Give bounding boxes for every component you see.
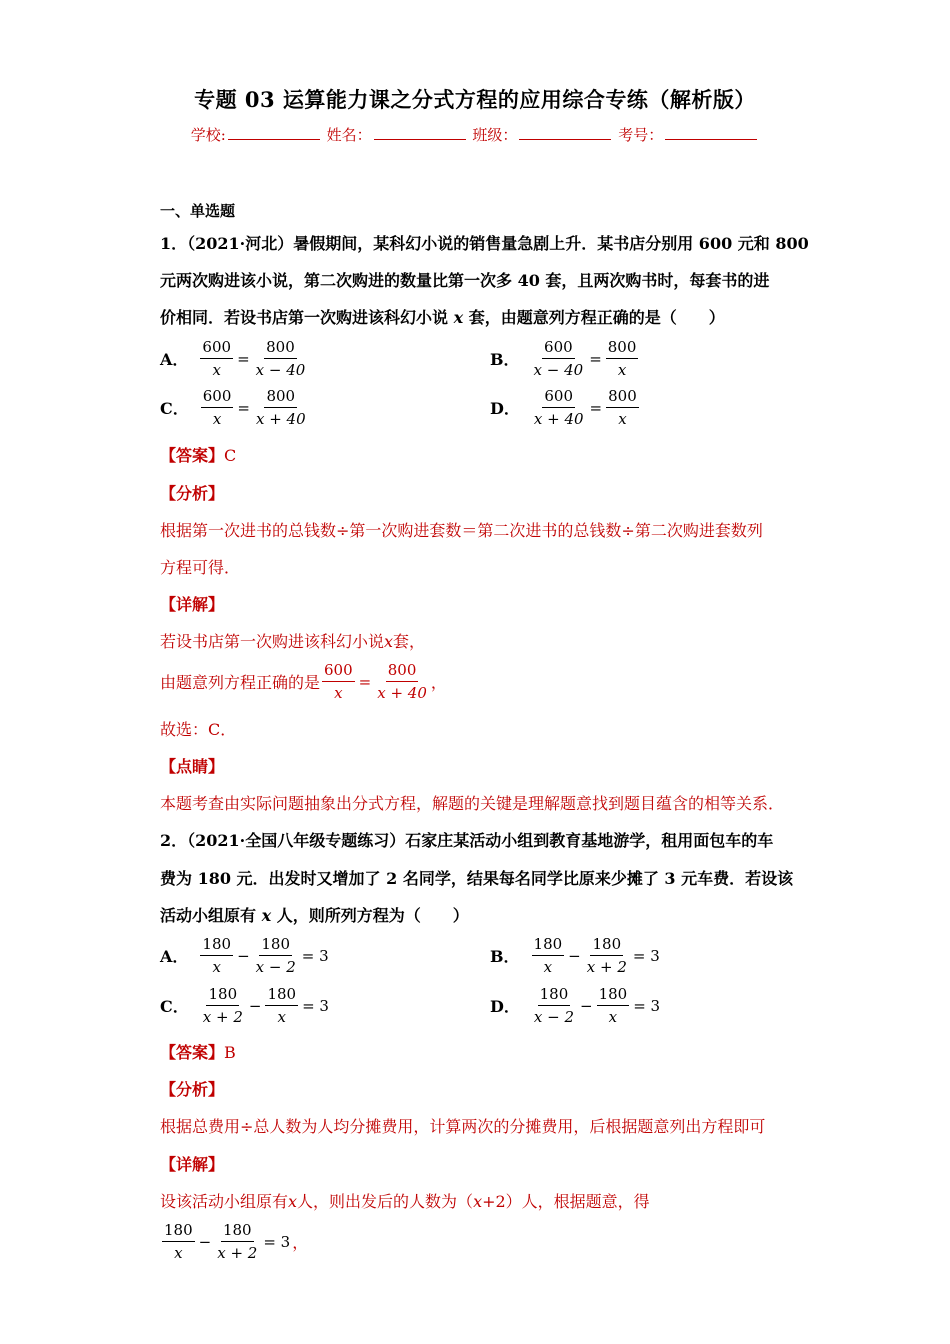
fraction: $\frac{180}{x - 2}$ xyxy=(255,935,296,976)
answer-value: C xyxy=(224,446,237,465)
fraction: $\frac{800}{x - 40}$ xyxy=(255,338,306,379)
option-label: C． xyxy=(160,997,189,1016)
student-info-line xyxy=(0,124,950,145)
option-label: D． xyxy=(490,997,520,1016)
option-label: B． xyxy=(490,350,520,369)
q2-analysis-tag: 【分析】 xyxy=(160,1080,225,1099)
q2-answer xyxy=(160,1040,236,1063)
class-blank[interactable] xyxy=(519,125,611,140)
option-label: A． xyxy=(160,947,189,966)
fraction: $\frac{180}{x + 2}$ xyxy=(217,1221,258,1262)
fraction: $\frac{600}{x + 40}$ xyxy=(533,387,584,428)
q2-option-c[interactable]: C． $\frac{180}{x + 2}$ − $\frac{180}{x}$ = 3 xyxy=(160,985,329,1026)
name-blank[interactable] xyxy=(374,125,466,140)
fraction: $\frac{800}{x}$ xyxy=(608,387,637,428)
q2-analysis-line-1: 根据总费用÷总人数为人均分摊费用，计算两次的分摊费用，后根据题意列出方程即可 xyxy=(160,1117,766,1136)
fraction: $\frac{180}{x + 2}$ xyxy=(586,935,627,976)
fraction: $\frac{600}{x}$ xyxy=(202,338,232,379)
answer-value: B xyxy=(224,1043,236,1062)
fraction: $\frac{180}{x + 2}$ xyxy=(202,985,243,1026)
fraction: $\frac{180}{x}$ xyxy=(164,1221,193,1262)
exam-number-label: 考号： xyxy=(618,126,664,144)
exam-number-blank[interactable] xyxy=(665,125,757,140)
q1-analysis-line-2: 方程可得． xyxy=(160,558,241,577)
operator: = xyxy=(237,349,250,368)
q1-option-b[interactable] xyxy=(490,338,640,379)
document-title: 专题 03 运算能力课之分式方程的应用综合专练（解析版） xyxy=(194,87,756,112)
q1-stem-line-1: 1．（2021·河北）暑假期间，某科幻小说的销售量急剧上升．某书店分别用 600 元和 800 xyxy=(160,234,809,253)
fraction: $\frac{180}{x}$ xyxy=(598,985,628,1026)
class-label: 班级： xyxy=(472,126,518,144)
option-label: A． xyxy=(160,350,189,369)
q1-variable: x xyxy=(453,308,464,327)
operator: = xyxy=(589,398,603,417)
school-label: 学校: xyxy=(190,126,226,144)
q1-comment-tag: 【点睛】 xyxy=(160,757,225,776)
q1-analysis-line-1: 根据第一次进书的总钱数÷第一次购进套数＝第二次进书的总钱数÷第二次购进套数列 xyxy=(160,521,763,540)
q2-option-d[interactable]: D． $\frac{180}{x - 2}$ − $\frac{180}{x}$ = 3 xyxy=(490,985,661,1026)
q1-detail-tag: 【详解】 xyxy=(160,595,225,614)
fraction: $\frac{600}{x}$ xyxy=(324,661,353,702)
q2-stem-line-3: 活动小组原有 x 人，则所列方程为（ ） xyxy=(160,906,469,925)
fraction: $\frac{800}{x}$ xyxy=(607,338,637,379)
q1-answer xyxy=(160,443,236,466)
fraction: $\frac{600}{x - 40}$ xyxy=(533,338,584,379)
q1-detail-line-2: 由题意列方程正确的是 $\frac{600}{x}$ = $\frac{800}{x + 40}$ ， xyxy=(160,661,447,702)
q1-analysis-tag: 【分析】 xyxy=(160,484,225,503)
section-heading: 一、单选题 xyxy=(160,202,236,220)
school-blank[interactable] xyxy=(228,125,320,140)
q1-option-a[interactable] xyxy=(160,338,309,379)
fraction: $\frac{180}{x}$ xyxy=(202,935,232,976)
option-label: C． xyxy=(160,399,189,418)
q2-stem-line-2: 费为 180 元．出发时又增加了 2 名同学，结果每名同学比原来少摊了 3 元车费．若设该 xyxy=(160,869,794,888)
q2-option-a[interactable]: A． $\frac{180}{x}$ − $\frac{180}{x - 2}$ = 3 xyxy=(160,935,329,976)
q1-stem-text-end: 套，由题意列方程正确的是（ ） xyxy=(468,308,725,327)
q1-comment: 本题考查由实际问题抽象出分式方程，解题的关键是理解题意找到题目蕴含的相等关系． xyxy=(160,794,785,813)
operator: = xyxy=(589,349,602,368)
answer-tag: 【答案】 xyxy=(160,446,225,465)
option-label: B． xyxy=(490,947,520,966)
q2-stem-line-1: 2．（2021·全国八年级专题练习）石家庄某活动小组到教育基地游学，租用面包车的车 xyxy=(160,831,774,850)
option-label: D． xyxy=(490,399,520,418)
q1-stem-text: 价相同．若设书店第一次购进该科幻小说 xyxy=(160,308,449,327)
q2-detail-tag: 【详解】 xyxy=(160,1155,225,1174)
fraction: $\frac{800}{x + 40}$ xyxy=(377,661,427,702)
q1-option-c[interactable] xyxy=(160,387,310,428)
operator: = xyxy=(237,398,250,417)
q2-option-b[interactable]: B． $\frac{180}{x}$ − $\frac{180}{x + 2}$ = 3 xyxy=(490,935,660,976)
fraction: $\frac{600}{x}$ xyxy=(202,387,232,428)
fraction: $\frac{180}{x}$ xyxy=(267,985,297,1026)
q1-stem-line-3 xyxy=(160,305,725,328)
fraction: $\frac{180}{x - 2}$ xyxy=(533,985,574,1026)
fraction: $\frac{180}{x}$ xyxy=(533,935,563,976)
name-label: 姓名： xyxy=(326,126,372,144)
q2-detail-line-2: $\frac{180}{x}$ − $\frac{180}{x + 2}$ = 3 ， xyxy=(164,1221,309,1262)
q1-option-d[interactable] xyxy=(490,387,641,428)
q1-detail-line-1: 若设书店第一次购进该科幻小说x套， xyxy=(160,632,426,651)
q2-detail-line-1: 设该活动小组原有x人，则出发后的人数为（x+2）人，根据题意，得 xyxy=(160,1192,650,1211)
q1-detail-line-3: 故选：C． xyxy=(160,720,237,739)
answer-tag: 【答案】 xyxy=(160,1043,225,1062)
q1-stem-line-2: 元两次购进该小说，第二次购进的数量比第一次多 40 套，且两次购书时，每套书的进 xyxy=(160,271,770,290)
fraction: $\frac{800}{x + 40}$ xyxy=(255,387,306,428)
